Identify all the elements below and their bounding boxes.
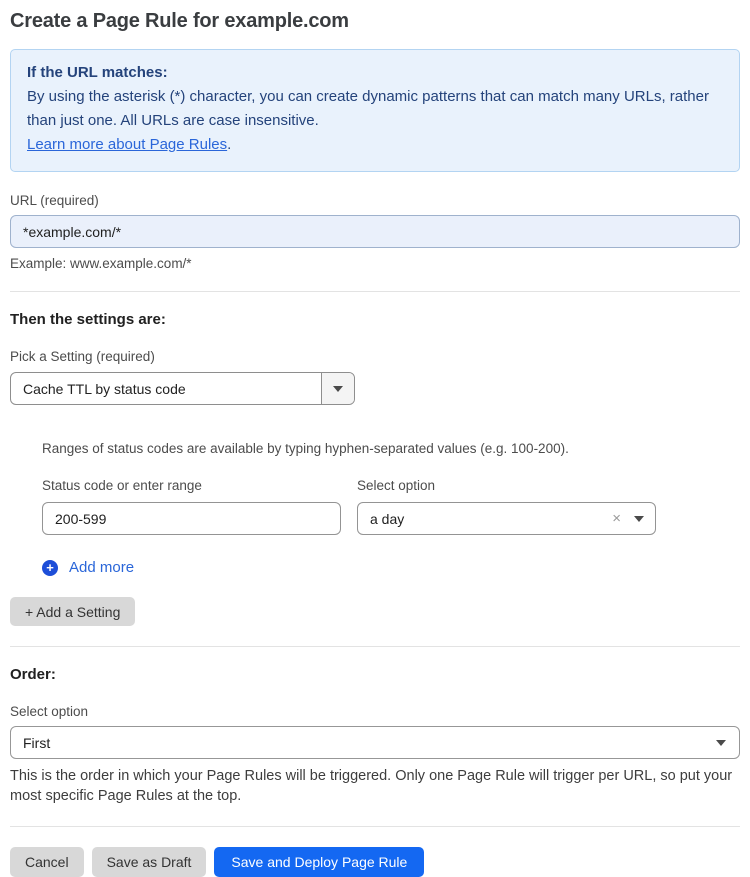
status-code-setting-group	[42, 441, 740, 576]
clear-icon[interactable]: ×	[612, 510, 621, 527]
learn-more-link[interactable]: Learn more about Page Rules	[27, 136, 228, 153]
info-box-body: By using the asterisk (*) character, you can create dynamic patterns that can match many URLs, rather than just one. All URLs are case insensitive.	[27, 88, 709, 129]
ttl-option-label: Select option	[357, 478, 436, 493]
ttl-option-select[interactable]	[357, 502, 656, 535]
add-more-button[interactable]	[42, 559, 134, 576]
plus-circle-icon: +	[42, 560, 58, 576]
url-example-text: Example: www.example.com/*	[10, 256, 192, 271]
status-code-label: Status code or enter range	[42, 478, 202, 493]
divider	[10, 646, 740, 647]
order-help-text: This is the order in which your Page Rules will be triggered. Only one Page Rule will trigger per URL, so put your most specific Page Rules at the top.	[10, 768, 733, 804]
info-box-heading: If the URL matches:	[27, 64, 168, 81]
pick-setting-label: Pick a Setting (required)	[10, 349, 155, 364]
ttl-option-field	[357, 478, 656, 535]
status-code-field	[42, 478, 341, 535]
chevron-down-icon	[634, 516, 644, 522]
setting-select[interactable]	[10, 372, 355, 405]
add-setting-button[interactable]: + Add a Setting	[10, 597, 135, 626]
url-match-info-box	[10, 49, 740, 172]
chevron-down-icon	[716, 740, 726, 746]
chevron-down-icon	[333, 386, 343, 392]
save-as-draft-button[interactable]: Save as Draft	[92, 847, 207, 877]
info-box-link-line	[27, 133, 723, 157]
order-select[interactable]	[10, 726, 740, 759]
status-range-hint: Ranges of status codes are available by typing hyphen-separated values (e.g. 100-200).	[42, 441, 569, 456]
status-code-row	[42, 478, 740, 535]
page-title: Create a Page Rule for example.com	[10, 10, 349, 32]
url-field-label: URL (required)	[10, 193, 99, 208]
form-actions	[10, 847, 740, 877]
order-select-label: Select option	[10, 704, 89, 719]
order-section-heading: Order:	[10, 666, 56, 683]
divider	[10, 826, 740, 827]
add-more-label: Add more	[69, 559, 135, 576]
setting-select-dropdown-button[interactable]	[321, 373, 354, 404]
link-period: .	[227, 136, 232, 153]
settings-section-heading: Then the settings are:	[10, 311, 166, 328]
save-and-deploy-button[interactable]: Save and Deploy Page Rule	[214, 847, 424, 877]
order-select-value: First	[23, 734, 51, 751]
url-input[interactable]	[10, 215, 740, 248]
setting-select-value: Cache TTL by status code	[23, 380, 186, 397]
divider	[10, 291, 740, 292]
cancel-button[interactable]: Cancel	[10, 847, 84, 877]
ttl-option-value: a day	[370, 510, 405, 527]
status-code-input[interactable]	[42, 502, 341, 535]
